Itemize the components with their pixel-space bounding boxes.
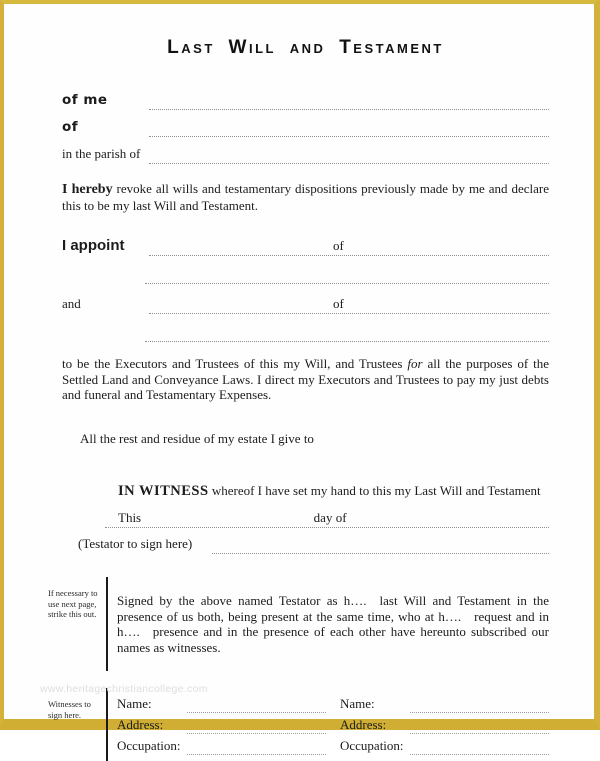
revocation-text: revoke all wills and testamentary dispositions previously made by me and declare this to be my last Will and Testament. bbox=[62, 181, 549, 213]
testator-name-row bbox=[62, 83, 549, 110]
witness-2-occupation-field[interactable] bbox=[410, 740, 549, 755]
of-label: of bbox=[62, 119, 79, 135]
executors-text-after: all the purposes of the Settled Land and Conveyance Laws. I direct my Executors and Trustees to pay my just debts and funeral and Testamentary Expenses. bbox=[62, 356, 549, 402]
in-witness-text: whereof I have set my hand to this my Last Will and Testament bbox=[208, 483, 541, 498]
testator-address-row bbox=[62, 110, 549, 137]
of-word: of bbox=[333, 296, 344, 311]
witnesses-sign-note: Witnesses to sign here. bbox=[48, 699, 91, 720]
witness-1-address-row bbox=[117, 713, 326, 734]
witness-1-occupation-row bbox=[117, 734, 326, 755]
executor1-address-field[interactable] bbox=[145, 256, 549, 284]
witness-1-name-row bbox=[117, 692, 326, 713]
of-word: of bbox=[333, 238, 344, 253]
of-me-label: of me bbox=[62, 92, 108, 108]
date-line[interactable] bbox=[105, 500, 549, 528]
testator-signature-field[interactable] bbox=[212, 535, 549, 554]
occupation-label: Occupation: bbox=[340, 738, 404, 753]
executor2-name-field[interactable] bbox=[149, 295, 549, 314]
witness-head bbox=[62, 483, 549, 500]
strike-out-note: If necessary to use next page, strike this out. bbox=[48, 588, 98, 619]
witness-1-address-field[interactable] bbox=[187, 719, 326, 734]
residue-clause: All the rest and residue of my estate I give to bbox=[80, 430, 314, 446]
appoint-label: I appoint bbox=[62, 237, 125, 254]
witness-1-occupation-field[interactable] bbox=[187, 740, 326, 755]
witness-1-column bbox=[117, 692, 326, 755]
revocation-lead: I hereby bbox=[62, 182, 113, 197]
site-watermark: www.heritagechristiancollege.com bbox=[40, 683, 208, 695]
attestation-section bbox=[48, 577, 553, 671]
parish-field[interactable] bbox=[149, 145, 549, 164]
address-label: Address: bbox=[117, 717, 164, 732]
witnesses-body bbox=[106, 688, 549, 761]
intro-section bbox=[62, 83, 549, 164]
page-title: Last Will and Testament bbox=[167, 37, 444, 58]
witness-columns bbox=[117, 692, 549, 755]
parish-row bbox=[62, 137, 549, 164]
attestation-body bbox=[106, 577, 553, 671]
will-form bbox=[4, 37, 594, 761]
executors-paragraph bbox=[62, 356, 549, 403]
this-label: This bbox=[118, 510, 142, 525]
witness-clause-section bbox=[62, 483, 549, 554]
testator-name-field[interactable] bbox=[149, 91, 549, 110]
executors-text-before: to be the Executors and Trustees of this my Will, and Trustees bbox=[62, 356, 408, 371]
address-label: Address: bbox=[340, 717, 387, 732]
executors-italic-word: for bbox=[407, 356, 423, 371]
witness-2-name-field[interactable] bbox=[410, 698, 549, 713]
and-label: and bbox=[62, 296, 81, 311]
testator-address-field[interactable] bbox=[149, 118, 549, 137]
testator-sign-label: (Testator to sign here) bbox=[78, 536, 193, 551]
executor1-row bbox=[62, 226, 549, 256]
executor2-address-field[interactable] bbox=[145, 314, 549, 342]
executor2-row bbox=[62, 285, 549, 314]
day-of-label: day of bbox=[313, 510, 347, 525]
witness-2-column bbox=[340, 692, 549, 755]
revocation-paragraph bbox=[62, 181, 549, 213]
executor1-name-field[interactable] bbox=[149, 237, 549, 256]
witness-1-name-field[interactable] bbox=[187, 698, 326, 713]
testator-signature-row bbox=[62, 528, 549, 554]
name-label: Name: bbox=[117, 696, 152, 711]
in-witness-lead: IN WITNESS bbox=[118, 483, 209, 499]
name-label: Name: bbox=[340, 696, 375, 711]
witness-2-address-field[interactable] bbox=[410, 719, 549, 734]
parish-label: in the parish of bbox=[62, 146, 141, 161]
appoint-section bbox=[62, 226, 549, 342]
witnesses-section bbox=[48, 688, 549, 761]
occupation-label: Occupation: bbox=[117, 738, 181, 753]
attestation-text: Signed by the above named Testator as h…. last Will and Testament in the presence of us both, being present at the same time, who at h…. request and in h…. presence and in the presence of each other have hereunto subscribed our names as witnesses. bbox=[117, 593, 553, 655]
witness-2-occupation-row bbox=[340, 734, 549, 755]
witness-2-address-row bbox=[340, 713, 549, 734]
witness-2-name-row bbox=[340, 692, 549, 713]
